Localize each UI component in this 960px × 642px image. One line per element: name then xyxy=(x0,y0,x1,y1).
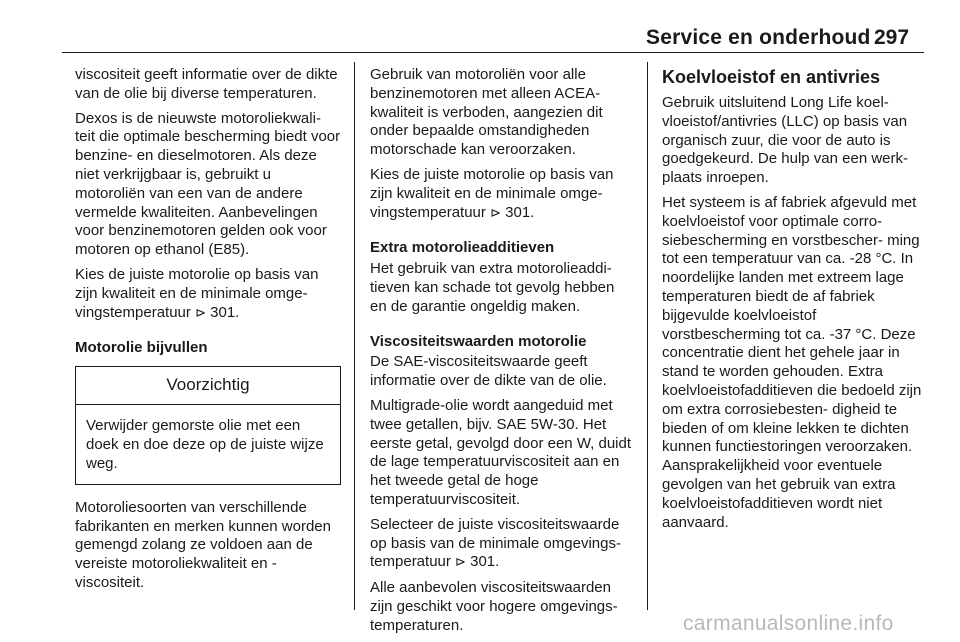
paragraph: Gebruik van motoroliën voor alle benzinemotoren met alleen ACEA- kwaliteit is verboden, aangezien dit onder bepaalde omstandigheden motorschade kan veroorzaken. xyxy=(370,66,603,159)
paragraph: Kies de juiste motorolie op basis van zijn kwaliteit en de minimale omge- vingstemperatuur ⊳ 301. xyxy=(75,265,319,321)
page-reference[interactable]: 301. xyxy=(210,303,240,321)
watermark: carmanualsonline.info xyxy=(683,612,894,635)
paragraph: viscositeit geeft informatie over de dikte van de olie bij diverse temperaturen. xyxy=(75,66,338,102)
paragraph: Motoroliesoorten van verschillende fabrikanten en merken kunnen worden gemengd zolang ze voldoen aan de vereiste motoroliekwaliteit en -viscositeit. xyxy=(75,498,331,592)
column-2 xyxy=(370,66,634,642)
warning-text: Verwijder gemorste olie met een doek en doe deze op de juiste wijze weg. xyxy=(86,417,324,473)
page-reference-arrow-icon: ⊳ xyxy=(490,205,501,221)
column-divider-right xyxy=(647,62,648,610)
paragraph: Alle aanbevolen viscositeitswaarden zijn geschikt voor hogere omgevings- temperaturen. xyxy=(370,579,618,634)
paragraph: Het systeem is af fabriek afgevuld met koelvloeistof voor optimale corro- siebescherming en vorstbescher- ming tot een temperatuur van ca. -28 °C. In noordelijke landen met extreem lage temperaturen biedt de af fabriek bijgevulde koelvloeistof vorstbescherming tot ca. -37 °C. Deze concentratie dient het gehele jaar in stand te worden gehouden. Extra koelvloeistofadditieven die bedoeld zijn om extra corrosiebesten- digheid te bieden of om kleine lekken te dichten kunnen functiestoringen veroorzaken. Aansprakelijkheid voor eventuele gevolgen van het gebruik van extra koelvloeistofadditieven wordt niet aanvaard. xyxy=(662,193,922,531)
paragraph: Multigrade-olie wordt aangeduid met twee getallen, bijv. SAE 5W-30. Het eerste getal, gevolgd door een W, duidt de lage temperatuurviscositeit aan en het tweede getal de hoge temperatuurviscositeit. xyxy=(370,396,632,508)
heading-motorolie-bijvullen: Motorolie bijvullen xyxy=(75,339,208,357)
column-3 xyxy=(662,66,926,538)
page-reference-arrow-icon: ⊳ xyxy=(455,555,466,571)
paragraph: Dexos is de nieuwste motoroliekwali- teit die optimale bescherming biedt voor benzine- en dieselmotoren. Als deze niet verkrijgbaar is, gebruikt u motoroliën van een van de andere vermelde kwaliteiten. Aanbevelingen voor benzinemotoren gelden ook voor motoren op ethanol (E85). xyxy=(75,109,341,259)
page-header xyxy=(0,0,960,52)
heading-extra-motorolieadditieven: Extra motorolieadditieven xyxy=(370,239,555,257)
heading-koelvloeistof: Koelvloeistof en antivries xyxy=(662,67,881,87)
column-1 xyxy=(75,66,341,599)
column-divider-left xyxy=(354,62,355,610)
paragraph: Het gebruik van extra motorolieaddi- tieven kan schade tot gevolg hebben en de garantie ongeldig maken. xyxy=(370,260,615,315)
paragraph: Selecteer de juiste viscositeitswaarde op basis van de minimale omgevings- temperatuur ⊳ 301. xyxy=(370,515,621,571)
paragraph: Gebruik uitsluitend Long Life koel- vloeistof/antivries (LLC) op basis van organisch zuur, die voor de auto is goedgekeurd. De hulp van een werk- plaats inroepen. xyxy=(662,94,908,187)
page-reference[interactable]: 301. xyxy=(470,553,500,571)
warning-box xyxy=(75,366,341,485)
section-title: Service en onderhoud xyxy=(646,26,871,49)
paragraph: Kies de juiste motorolie op basis van zijn kwaliteit en de minimale omge- vingstemperatuur ⊳ 301. xyxy=(370,165,614,221)
paragraph: De SAE-viscositeitswaarde geeft informatie over de dikte van de olie. xyxy=(370,353,607,390)
warning-title: Voorzichtig xyxy=(166,375,250,395)
header-rule xyxy=(62,52,924,53)
page-reference[interactable]: 301. xyxy=(505,203,535,221)
page-reference-arrow-icon: ⊳ xyxy=(195,305,206,321)
heading-viscositeitswaarden: Viscositeitswaarden motorolie xyxy=(370,332,587,350)
page-number: 297 xyxy=(874,26,910,49)
